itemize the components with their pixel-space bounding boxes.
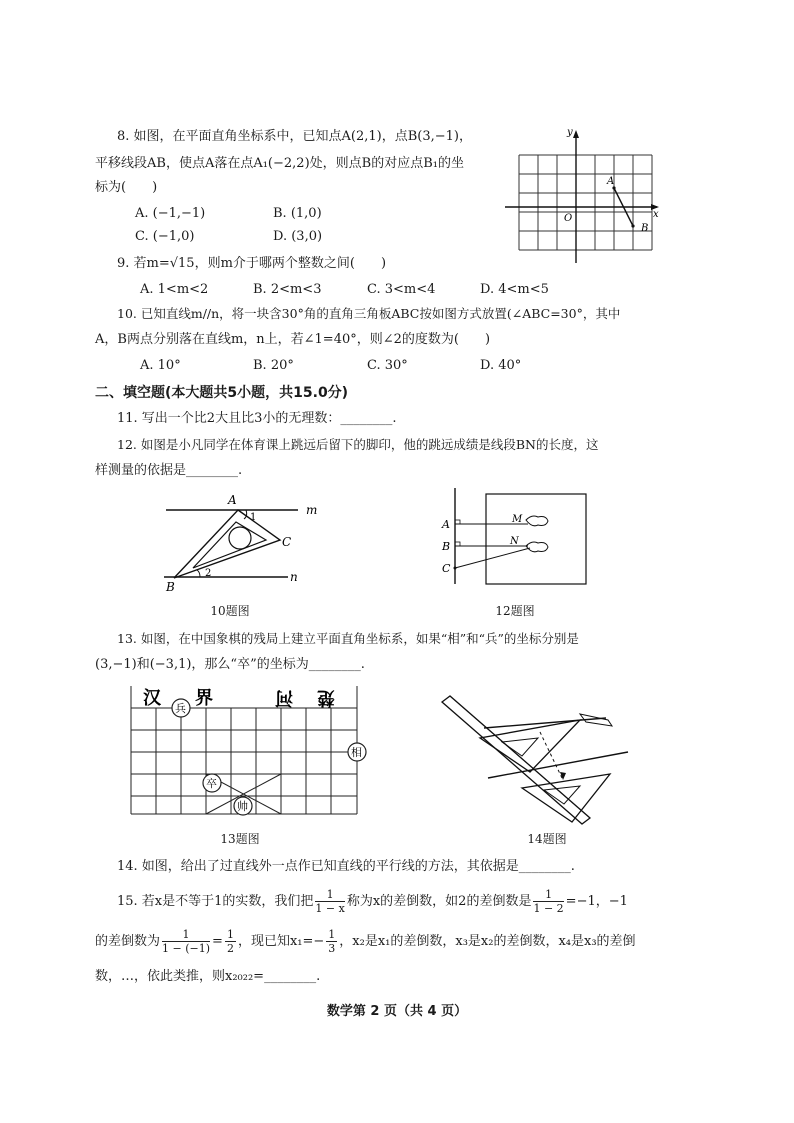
fig10-caption: 10题图 (210, 604, 250, 618)
fig12-label-m: M (512, 514, 523, 525)
fig12-label-c: C (442, 562, 451, 575)
q8-option-a: A. (−1,−1) (135, 206, 206, 221)
q11-line: 11. 写出一个比2大且比3小的无理数：________. (117, 411, 397, 426)
q8-fig-y-label: y (567, 127, 573, 138)
fig12-label-n: N (510, 536, 519, 547)
q12-line2: 样测量的依据是________. (95, 463, 243, 478)
q8-option-c: C. (−1,0) (135, 229, 195, 244)
fig12-long-jump-diagram (438, 488, 593, 588)
q15-fraction-3: $\frac{1}{1 - (-1)}$ (162, 928, 211, 955)
q8-fig-point-b: B (641, 223, 649, 234)
fig13-han-char: 汉 (143, 688, 161, 709)
q10-line1: 10. 已知直线m//n，将一块含30°角的直角三角板ABC按如图方式放置(∠ABC=30°，其中 (117, 306, 621, 321)
q15-fraction-4: $\frac{1}{2}$ (226, 928, 234, 955)
fig13-zu-piece: 卒 (206, 777, 217, 790)
fig10-angle-2: 2 (205, 568, 212, 579)
q12-line1: 12. 如图是小凡同学在体育课上跳远后留下的脚印，他的跳远成绩是线段BN的长度，这 (117, 437, 599, 452)
fig13-shuai-piece: 帅 (237, 800, 248, 813)
q15-text-6: ，现已知x₁=− (237, 934, 325, 949)
q15-line2 (95, 928, 636, 956)
q15-text-5: = (212, 934, 223, 949)
q15-fraction-5: $\frac{1}{3}$ (328, 928, 336, 955)
q13-line1: 13. 如图，在中国象棋的残局上建立平面直角坐标系，如果“相”和“兵”的坐标分别是 (117, 631, 579, 646)
fig13-chu-char: 楚 (317, 687, 335, 708)
q13-line2: (3,−1)和(−3,1)，那么“卒”的坐标为________. (95, 657, 365, 672)
q15-text-3: =−1，−1 (565, 894, 628, 909)
q8-line2: 平移线段AB，使点A落在点A₁(−2,2)处，则点B的对应点B₁的坐 (95, 156, 464, 171)
fig13-bing-piece: 兵 (175, 702, 186, 715)
fig12-label-a: A (442, 518, 450, 531)
fig10-label-n: n (290, 570, 298, 584)
q15-text-7: ，x₂是x₁的差倒数，x₃是x₂的差倒数，x₄是x₃的差倒 (339, 934, 636, 949)
q15-line3: 数，…，依此类推，则x₂₀₂₂=________. (95, 969, 321, 984)
fig13-xiang-piece: 相 (351, 746, 362, 759)
fig10-label-b: B (166, 580, 175, 594)
q10-option-b: B. 20° (253, 358, 294, 373)
q8-fig-x-label: x (653, 209, 659, 220)
fig13-chessboard (125, 684, 365, 819)
q15-text-1: 15. 若x是不等于1的实数，我们把 (117, 894, 314, 909)
q15-fraction-1: $\frac{1}{1 - x}$ (315, 888, 345, 915)
fig14-caption: 14题图 (527, 832, 567, 846)
fig10-label-a: A (228, 493, 237, 507)
q9-option-b: B. 2<m<3 (253, 282, 322, 297)
q8-option-b: B. (1,0) (273, 206, 322, 221)
fig12-label-b: B (442, 540, 451, 553)
fig12-caption: 12题图 (495, 604, 535, 618)
fig10-triangle-diagram (160, 488, 330, 593)
q15-text-2: 称为x的差倒数，如2的差倒数是 (346, 894, 532, 909)
fig14-ruler-construction (440, 690, 630, 830)
q15-text-4: 的差倒数为 (95, 934, 161, 949)
fig10-label-c: C (282, 535, 292, 549)
q15-line1 (117, 888, 628, 916)
q9-option-c: C. 3<m<4 (367, 282, 436, 297)
fig13-jie-char: 界 (195, 688, 213, 709)
q9-option-d: D. 4<m<5 (480, 282, 549, 297)
q9-line: 9. 若m=√15，则m介于哪两个整数之间( ) (117, 256, 387, 271)
q9-option-a: A. 1<m<2 (140, 282, 209, 297)
q15-fraction-2: $\frac{1}{1 - 2}$ (533, 888, 564, 915)
q10-option-d: D. 40° (480, 358, 522, 373)
section-2-title: 二、填空题(本大题共5小题，共15.0分) (95, 385, 349, 401)
q10-option-a: A. 10° (140, 358, 181, 373)
fig10-label-m: m (306, 503, 318, 517)
fig10-angle-1: 1 (250, 512, 257, 523)
q10-line2: A，B两点分别落在直线m，n上，若∠1=40°，则∠2的度数为( ) (95, 332, 491, 347)
fig13-he-char: 河 (275, 687, 293, 708)
q10-option-c: C. 30° (367, 358, 408, 373)
q8-line1: 8. 如图，在平面直角坐标系中，已知点A(2,1)，点B(3,−1)， (117, 129, 473, 144)
q8-fig-origin-label: O (564, 213, 573, 224)
q14-line: 14. 如图，给出了过直线外一点作已知直线的平行线的方法，其依据是________. (117, 859, 575, 874)
fig13-caption: 13题图 (220, 832, 260, 846)
q8-option-d: D. (3,0) (273, 229, 323, 244)
q8-coordinate-figure (505, 125, 665, 265)
page-footer: 数学第 2 页（共 4 页） (326, 1004, 468, 1019)
q8-fig-point-a: A (607, 176, 615, 187)
q8-line3: 标为( ) (95, 180, 158, 195)
